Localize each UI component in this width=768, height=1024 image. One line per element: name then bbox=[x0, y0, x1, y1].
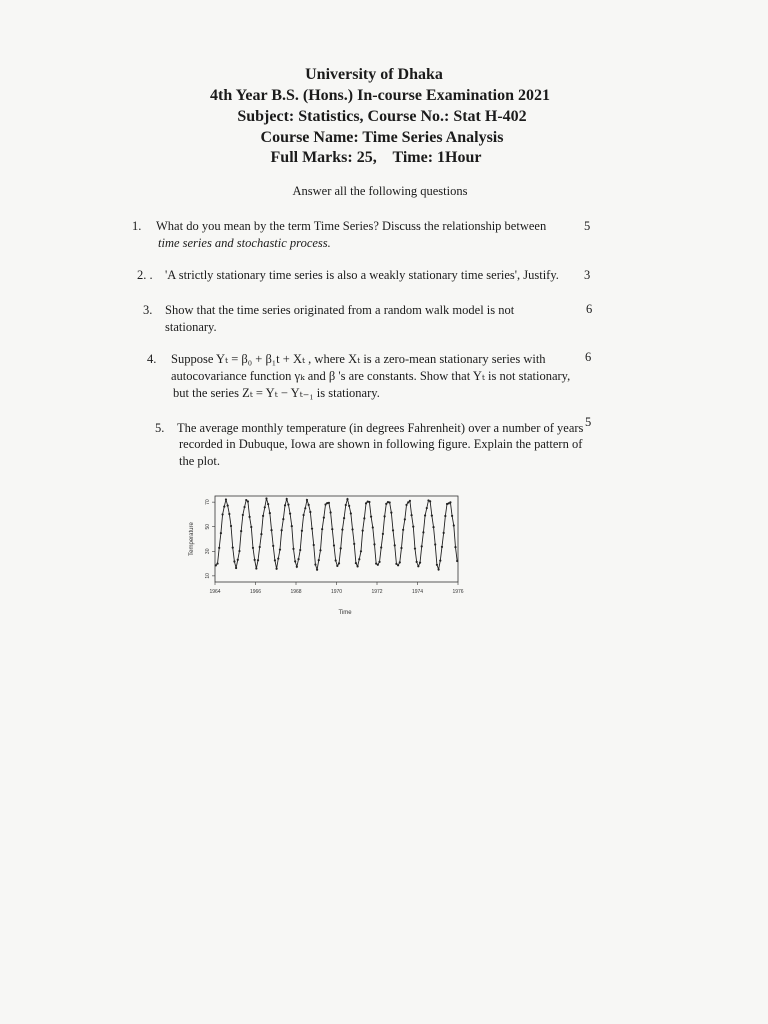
question-text-line-3: but the series Zₜ = Yₜ − Yₜ₋₁ is stationary. bbox=[173, 386, 380, 400]
data-point bbox=[215, 564, 217, 566]
data-point bbox=[274, 559, 276, 561]
data-point bbox=[350, 512, 352, 514]
data-point bbox=[432, 526, 434, 528]
question-text-line-1: 'A strictly stationary time series is also a weakly stationary time series', Justify. bbox=[165, 268, 559, 282]
data-point bbox=[235, 567, 237, 569]
data-point bbox=[372, 526, 374, 528]
data-point bbox=[416, 561, 418, 563]
data-point bbox=[377, 564, 379, 566]
data-point bbox=[424, 514, 426, 516]
data-point bbox=[436, 564, 438, 566]
data-point bbox=[345, 504, 347, 506]
data-point bbox=[392, 529, 394, 531]
y-tick-label: 70 bbox=[205, 499, 211, 505]
data-point bbox=[453, 524, 455, 526]
exam-title: 4th Year B.S. (Hons.) In-course Examination 2021 bbox=[209, 87, 551, 104]
question-1 bbox=[132, 218, 602, 252]
data-point bbox=[451, 515, 453, 517]
data-point bbox=[221, 513, 223, 515]
question-5-marks: 5 bbox=[585, 415, 592, 429]
data-point bbox=[323, 517, 325, 519]
temperature-chart bbox=[180, 488, 480, 618]
data-point bbox=[434, 543, 436, 545]
question-text-line-2: autocovariance function γₖ and β 's are constants. Show that Yₜ is not stationary, bbox=[171, 369, 571, 383]
data-point bbox=[426, 507, 428, 509]
data-point bbox=[329, 511, 331, 513]
data-point bbox=[291, 525, 293, 527]
data-point bbox=[250, 526, 252, 528]
data-point bbox=[414, 547, 416, 549]
data-point bbox=[262, 515, 264, 517]
data-point bbox=[444, 515, 446, 517]
question-1-marks: 5 bbox=[584, 219, 591, 233]
x-axis-label: Time bbox=[338, 610, 352, 616]
data-point bbox=[292, 548, 294, 550]
question-2-marks: 3 bbox=[584, 268, 591, 282]
data-point bbox=[218, 547, 220, 549]
data-point bbox=[316, 569, 318, 571]
data-point bbox=[360, 550, 362, 552]
data-point bbox=[338, 562, 340, 564]
data-point bbox=[409, 500, 411, 502]
data-point bbox=[343, 517, 345, 519]
question-5 bbox=[155, 420, 585, 472]
data-point bbox=[421, 545, 423, 547]
data-point bbox=[355, 562, 357, 564]
data-point bbox=[220, 532, 222, 534]
question-text-line-2: time series and stochastic process. bbox=[158, 236, 331, 250]
data-point bbox=[308, 504, 310, 506]
data-point bbox=[395, 563, 397, 565]
data-point bbox=[269, 512, 271, 514]
question-text-line-1: The average monthly temperature (in degrees Fahrenheit) over a number of years bbox=[177, 421, 584, 435]
x-tick-label: 1976 bbox=[452, 589, 464, 595]
data-point bbox=[255, 567, 257, 569]
data-point bbox=[294, 560, 296, 562]
data-point bbox=[225, 498, 227, 500]
data-point bbox=[254, 559, 256, 561]
data-point bbox=[301, 530, 303, 532]
x-tick-label: 1968 bbox=[290, 589, 302, 595]
data-point bbox=[437, 568, 439, 570]
data-point bbox=[287, 504, 289, 506]
data-point bbox=[265, 497, 267, 499]
data-point bbox=[336, 565, 338, 567]
data-point bbox=[306, 499, 308, 501]
plot-frame bbox=[215, 496, 458, 582]
data-point bbox=[223, 505, 225, 507]
data-point bbox=[257, 559, 259, 561]
data-point bbox=[240, 530, 242, 532]
data-point bbox=[389, 501, 391, 503]
data-point bbox=[314, 563, 316, 565]
data-point bbox=[439, 560, 441, 562]
data-point bbox=[279, 548, 281, 550]
question-4 bbox=[147, 351, 577, 403]
data-point bbox=[429, 500, 431, 502]
data-point bbox=[340, 547, 342, 549]
data-point bbox=[351, 528, 353, 530]
x-tick-label: 1964 bbox=[209, 589, 221, 595]
data-point bbox=[319, 549, 321, 551]
data-point bbox=[284, 504, 286, 506]
data-point bbox=[358, 558, 360, 560]
x-tick-label: 1972 bbox=[371, 589, 383, 595]
data-point bbox=[304, 507, 306, 509]
data-point bbox=[267, 503, 269, 505]
data-point bbox=[311, 528, 313, 530]
data-point bbox=[417, 565, 419, 567]
y-tick-label: 30 bbox=[205, 548, 211, 555]
data-point bbox=[333, 544, 335, 546]
data-point bbox=[275, 568, 277, 570]
question-number: 5. bbox=[155, 421, 165, 435]
data-point bbox=[281, 529, 283, 531]
data-point bbox=[331, 528, 333, 530]
y-tick-label: 50 bbox=[205, 523, 211, 530]
temperature-series-line bbox=[216, 498, 457, 569]
x-tick-label: 1966 bbox=[249, 589, 262, 595]
data-point bbox=[302, 514, 304, 516]
y-axis-label: Temperature bbox=[189, 522, 195, 556]
data-point bbox=[260, 533, 262, 535]
question-3 bbox=[143, 302, 563, 336]
data-point bbox=[286, 498, 288, 500]
data-point bbox=[228, 513, 230, 515]
data-point bbox=[296, 566, 298, 568]
data-point bbox=[363, 517, 365, 519]
question-2 bbox=[137, 267, 577, 285]
data-point bbox=[422, 531, 424, 533]
data-point bbox=[390, 511, 392, 513]
marks-time: Full Marks: 25, Time: 1Hour bbox=[270, 149, 482, 166]
data-point bbox=[370, 516, 372, 518]
course-name: Course Name: Time Series Analysis bbox=[260, 129, 504, 146]
data-point bbox=[378, 561, 380, 563]
question-number: 1. bbox=[132, 219, 142, 233]
y-tick-label: 10 bbox=[205, 573, 211, 579]
data-point bbox=[233, 560, 235, 562]
instruction: Answer all the following questions bbox=[292, 184, 468, 198]
data-point bbox=[399, 561, 401, 563]
question-text-line-1: Show that the time series originated from a random walk model is not bbox=[165, 303, 515, 317]
data-point bbox=[259, 546, 261, 548]
university-name: University of Dhaka bbox=[305, 66, 443, 83]
data-point bbox=[270, 529, 272, 531]
data-point bbox=[402, 529, 404, 531]
data-point bbox=[380, 546, 382, 548]
data-point bbox=[412, 525, 414, 527]
data-point bbox=[297, 558, 299, 560]
data-point bbox=[318, 559, 320, 561]
data-point bbox=[456, 560, 458, 562]
data-point bbox=[431, 515, 433, 517]
data-point bbox=[232, 547, 234, 549]
data-point bbox=[272, 545, 274, 547]
x-tick-label: 1970 bbox=[330, 589, 343, 595]
data-point bbox=[365, 502, 367, 504]
data-point bbox=[264, 506, 266, 508]
question-text-line-1: Suppose Yₜ = β₀ + β₁t + Xₜ , where Xₜ is a zero-mean stationary series with bbox=[171, 352, 546, 366]
data-point bbox=[227, 504, 229, 506]
data-point bbox=[382, 533, 384, 535]
data-point bbox=[248, 516, 250, 518]
question-3-marks: 6 bbox=[586, 302, 593, 316]
data-point bbox=[410, 514, 412, 516]
question-number: 4. bbox=[147, 352, 157, 366]
data-point bbox=[443, 532, 445, 534]
question-number: 2. . bbox=[137, 268, 153, 282]
data-point bbox=[335, 559, 337, 561]
question-number: 3. bbox=[143, 303, 153, 317]
data-point bbox=[299, 549, 301, 551]
data-point bbox=[216, 562, 218, 564]
data-point bbox=[328, 502, 330, 504]
data-point bbox=[243, 506, 245, 508]
question-text-line-2: recorded in Dubuque, Iowa are shown in following figure. Explain the pattern of bbox=[179, 437, 583, 451]
question-4-marks: 6 bbox=[585, 350, 592, 364]
data-point bbox=[309, 511, 311, 513]
data-point bbox=[341, 529, 343, 531]
data-point bbox=[321, 528, 323, 530]
data-point bbox=[230, 525, 232, 527]
data-point bbox=[368, 501, 370, 503]
data-point bbox=[356, 565, 358, 567]
data-point bbox=[346, 498, 348, 500]
data-point bbox=[242, 514, 244, 516]
data-point bbox=[348, 505, 350, 507]
data-point bbox=[454, 546, 456, 548]
data-point bbox=[238, 550, 240, 552]
data-point bbox=[394, 544, 396, 546]
data-point bbox=[277, 558, 279, 560]
data-point bbox=[404, 518, 406, 520]
data-point bbox=[405, 504, 407, 506]
data-point bbox=[245, 499, 247, 501]
question-text-line-1: What do you mean by the term Time Series? Discuss the relationship between bbox=[156, 219, 547, 233]
data-point bbox=[252, 547, 254, 549]
data-point bbox=[407, 501, 409, 503]
data-point bbox=[449, 501, 451, 503]
data-point bbox=[313, 544, 315, 546]
data-point bbox=[247, 500, 249, 502]
data-point bbox=[362, 530, 364, 532]
data-point bbox=[441, 546, 443, 548]
data-point bbox=[385, 503, 387, 505]
data-point bbox=[400, 547, 402, 549]
data-point bbox=[237, 559, 239, 561]
data-point bbox=[419, 561, 421, 563]
question-text-line-3: the plot. bbox=[179, 454, 220, 468]
data-point bbox=[383, 515, 385, 517]
data-point bbox=[353, 543, 355, 545]
data-point bbox=[289, 512, 291, 514]
x-tick-label: 1974 bbox=[411, 589, 424, 595]
data-point bbox=[373, 543, 375, 545]
data-point bbox=[397, 564, 399, 566]
data-point bbox=[282, 518, 284, 520]
subject-line: Subject: Statistics, Course No.: Stat H-402 bbox=[237, 108, 527, 125]
question-text-line-2: stationary. bbox=[165, 320, 217, 334]
